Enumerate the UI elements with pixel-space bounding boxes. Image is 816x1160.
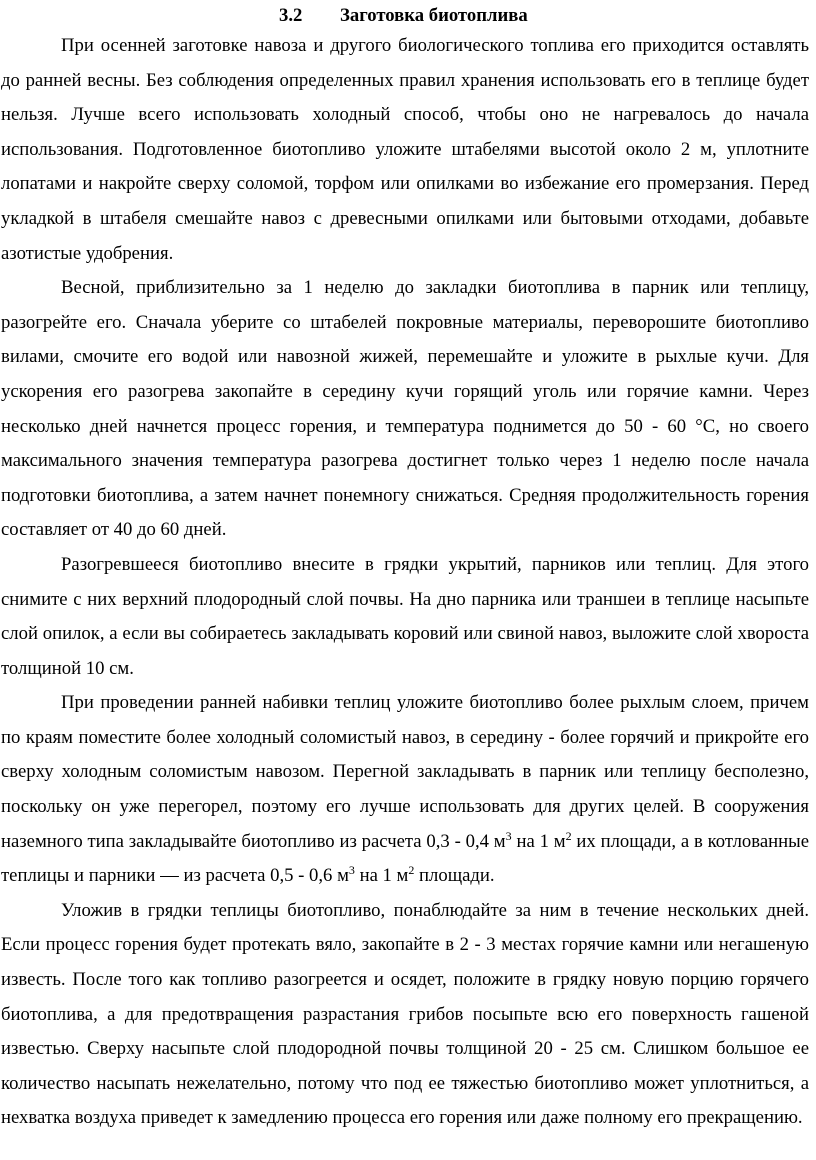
paragraph-4-text-4: на 1 м — [354, 865, 409, 887]
paragraph-2: Весной, приблизительно за 1 неделю до закладки биотоплива в парник или теплицу, разогрейте его. Сначала уберите со штабелей покровные материалы, переворошите биотопливо вилами, смочите его водой или навозной жижей, перемешайте и уложите в рыхлые кучи. Для ускорения его разогрева закопайте в середину кучи горящий уголь или горячие камни. Через несколько дней начнется процесс горения, и температура поднимется до 50 - 60 °С, но своего максимального значения температура разогрева достигнет только через 1 неделю после начала подготовки биотоплива, а затем начнет понемногу снижаться. Средняя продолжительность горения составляет от 40 до 60 дней. — [1, 277, 809, 541]
paragraph-4-text-2: на 1 м — [511, 830, 566, 852]
section-number: 3.2 — [279, 5, 303, 26]
superscript-square: 2 — [565, 828, 572, 843]
paragraph-4-text-3: их площади, а в котлованные теплицы и парники — из расчета 0,5 - 0,6 м — [1, 830, 809, 887]
paragraph-4-text-5: площади. — [414, 865, 495, 887]
section-title: Заготовка биотоплива — [340, 5, 528, 26]
superscript-cubic: 3 — [348, 863, 355, 878]
paragraph-1: При осенней заготовке навоза и другого биологического топлива его приходится оставлять до ранней весны. Без соблюдения определенных правил хранения использовать его в теплице будет нельзя. Лучше всего использовать холодный способ, чтобы оно не нагревалось до начала использования. Подготовленное биотопливо уложите штабелями высотой около 2 м, уплотните лопатами и накройте сверху соломой, торфом или опилками во избежание его промерзания. Перед укладкой в штабеля смешайте навоз с древесными опилками или бытовыми отходами, добавьте азотистые удобрения. — [1, 35, 809, 264]
paragraph-4 — [1, 686, 809, 894]
paragraph-4-text-1: При проведении ранней набивки теплиц уложите биотопливо более рыхлым слоем, причем по краям поместите более холодный соломистый навоз, в середину - более горячий и прикройте его сверху холодным соломистым навозом. Перегной закладывать в парник или теплицу бесполезно, поскольку он уже перегорел, поэтому его лучше использовать для других целей. В сооружения наземного типа закладывайте биотопливо из расчета 0,3 - 0,4 м — [1, 692, 809, 852]
superscript-square: 2 — [408, 863, 415, 878]
paragraph-5: Уложив в грядки теплицы биотопливо, понаблюдайте за ним в течение нескольких дней. Если процесс горения будет протекать вяло, закопайте в 2 - 3 местах горячие камни или негашеную известь. После того как топливо разогреется и осядет, положите в грядку новую порцию горячего биотоплива, а для предотвращения разрастания грибов посыпьте всю его поверхность гашеной известью. Сверху насыпьте слой плодородной почвы толщиной 20 - 25 см. Слишком большое ее количество насыпать нежелательно, потому что под ее тяжестью биотопливо может уплотниться, а нехватка воздуха приведет к замедлению процесса его горения или даже полному его прекращению. — [1, 899, 809, 1129]
superscript-cubic: 3 — [505, 828, 512, 843]
section-heading — [1, 0, 809, 29]
paragraph-3: Разогревшееся биотопливо внесите в грядки укрытий, парников или теплиц. Для этого снимите с них верхний плодородный слой почвы. На дно парника или траншеи в теплице насыпьте слой опилок, а если вы собираетесь закладывать коровий или свиной навоз, выложите слой хвороста толщиной 10 см. — [1, 553, 809, 679]
